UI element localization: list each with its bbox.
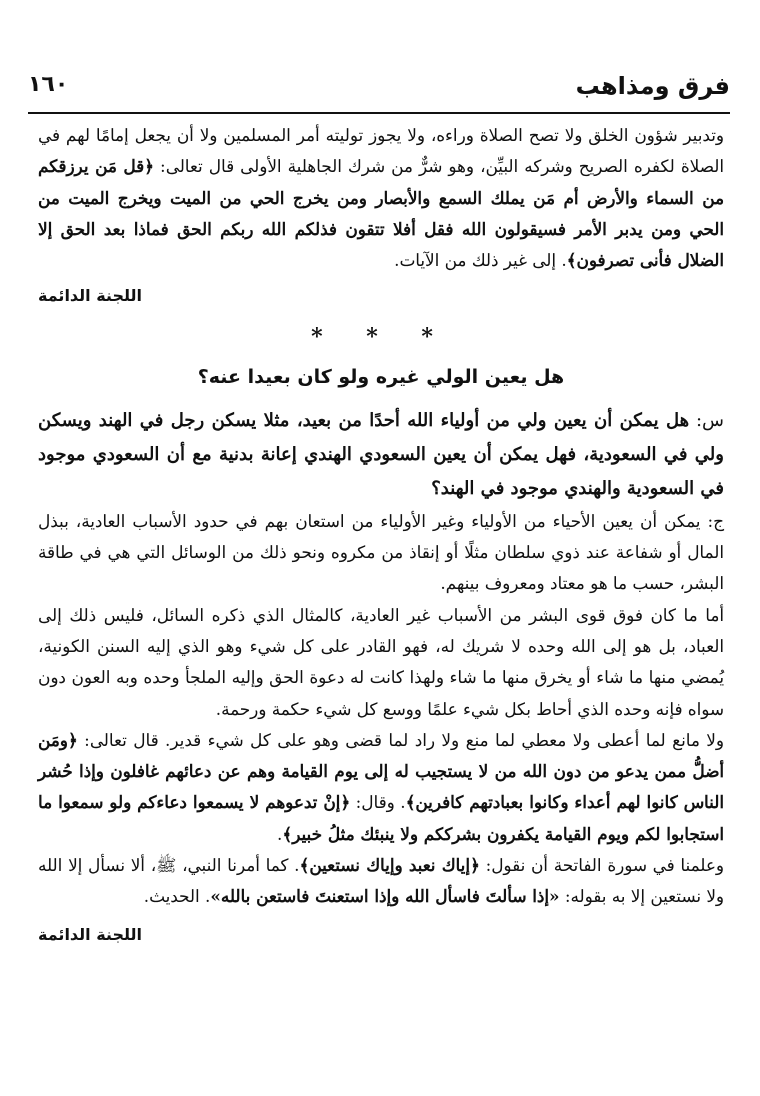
continuation-tail: . إلى غير ذلك من الآيات.: [394, 250, 567, 271]
answer-4-mid: . كما أمرنا النبي، ﷺ، ألا نسأل إلا الله ولا نستعين إلا به بقوله:: [38, 855, 724, 907]
page-header: [28, 68, 730, 108]
continuation-text: وتدبير شؤون الخلق ولا تصح الصلاة وراءه، ولا يجوز توليته أمر المسلمين ولا أن يجعل إمامًا لهم في الصلاة لكفره الصريح وشركه البيِّن، وهو شرٌّ من شرك الجاهلية الأولى قال تعالى:: [38, 125, 724, 177]
answer-3-end: .: [277, 823, 283, 844]
answer-4-intro: وعلمنا في سورة الفاتحة أن نقول:: [479, 855, 724, 876]
question-heading: هل يعين الولي غيره ولو كان بعيدا عنه؟: [197, 365, 565, 388]
page-number: ١٦٠: [28, 72, 69, 97]
answer-paragraph-2: أما ما كان فوق قوى البشر من الأسباب غير العادية، كالمثال الذي ذكره السائل، فليس ذلك إلى العباد، بل هو إلى الله وحده لا شريك له، فهو القادر على كل شيء وهو الذي إليه السنن الكونية، يُمضي منها ما شاء أو يخرق منها ما شاء ولهذا كانت له دعوة الحق وإليه الملجأ وحده وبه العون دون سواه فإنه وحده الذي أحاط بكل شيء علمًا ووسع كل شيء حكمة ورحمة.: [38, 604, 724, 719]
book-title: فرق ومذاهب: [575, 72, 730, 100]
page-content: [38, 120, 724, 950]
answer-4-end: . الحديث.: [143, 886, 211, 907]
quran-quote: ﴿إنْ تدعوهم لا يسمعوا دعاءكم ولو سمعوا ما استجابوا لكم ويوم القيامة يكفرون بشرككم ولا ينبئك مثلُ خبير﴾: [38, 792, 724, 844]
header-divider: [28, 112, 730, 114]
answer-paragraph-3: [38, 725, 724, 850]
section-separator: * * *: [311, 323, 451, 350]
answer-paragraph-1: ج: يمكن أن يعين الأحياء من الأولياء وغير الأولياء من استعان بهم في حدود الأسباب العادية، ببذل المال أو شفاعة عند ذوي سلطان مثلًا أو إنقاذ من مكروه ونحو ذلك من الوسائل التي هي في طاقة البشر، حسب ما هو معتاد ومعروف بينهم.: [38, 510, 724, 594]
quran-quote: ﴿إياك نعبد وإياك نستعين﴾: [299, 855, 480, 876]
committee-signature-final: اللجنة الدائمة: [38, 924, 143, 944]
answer-3-intro: ولا مانع لما أعطى ولا معطي لما منع ولا راد لما قضى وهو على كل شيء قدير. قال تعالى:: [77, 729, 724, 750]
committee-signature: اللجنة الدائمة: [38, 286, 143, 306]
hadith-quote: «إذا سألتَ فاسأل الله وإذا استعنتَ فاستعن بالله»: [210, 886, 560, 907]
question-prefix: س:: [689, 409, 724, 431]
question-text: هل يمكن أن يعين ولي من أولياء الله أحدًا من بعيد، مثلا يسكن رجل في الهند ويسكن ولي في السعودية، فهل يمكن أن يعين السعودي الهندي إعانة بدنية مع أن السعودي موجود في السعودية والهندي موجود في الهند؟: [38, 409, 724, 499]
quran-quote: ﴿قل مَن يرزقكم من السماء والأرض أم مَن يملك السمع والأبصار ومن يخرج الحي من الميت ويخرج الميت من الحي ومن يدبر الأمر فسيقولون الله فقل أفلا تتقون فذلكم الله ربكم الحق فماذا بعد الحق إلا الضلال فأنى تصرفون﴾: [38, 156, 724, 271]
question-paragraph: [38, 404, 724, 506]
answer-paragraph-4: [38, 850, 724, 913]
answer-3-mid: . وقال:: [350, 792, 406, 813]
quran-quote: ﴿ومَن أضلُّ ممن يدعو من دون الله من لا يستجيب له إلى يوم القيامة وهم عن دعائهم غافلون وإذا حُشر الناس كانوا لهم أعداء وكانوا بعبادتهم كافرين﴾: [38, 729, 725, 813]
continuation-paragraph: [38, 120, 724, 276]
